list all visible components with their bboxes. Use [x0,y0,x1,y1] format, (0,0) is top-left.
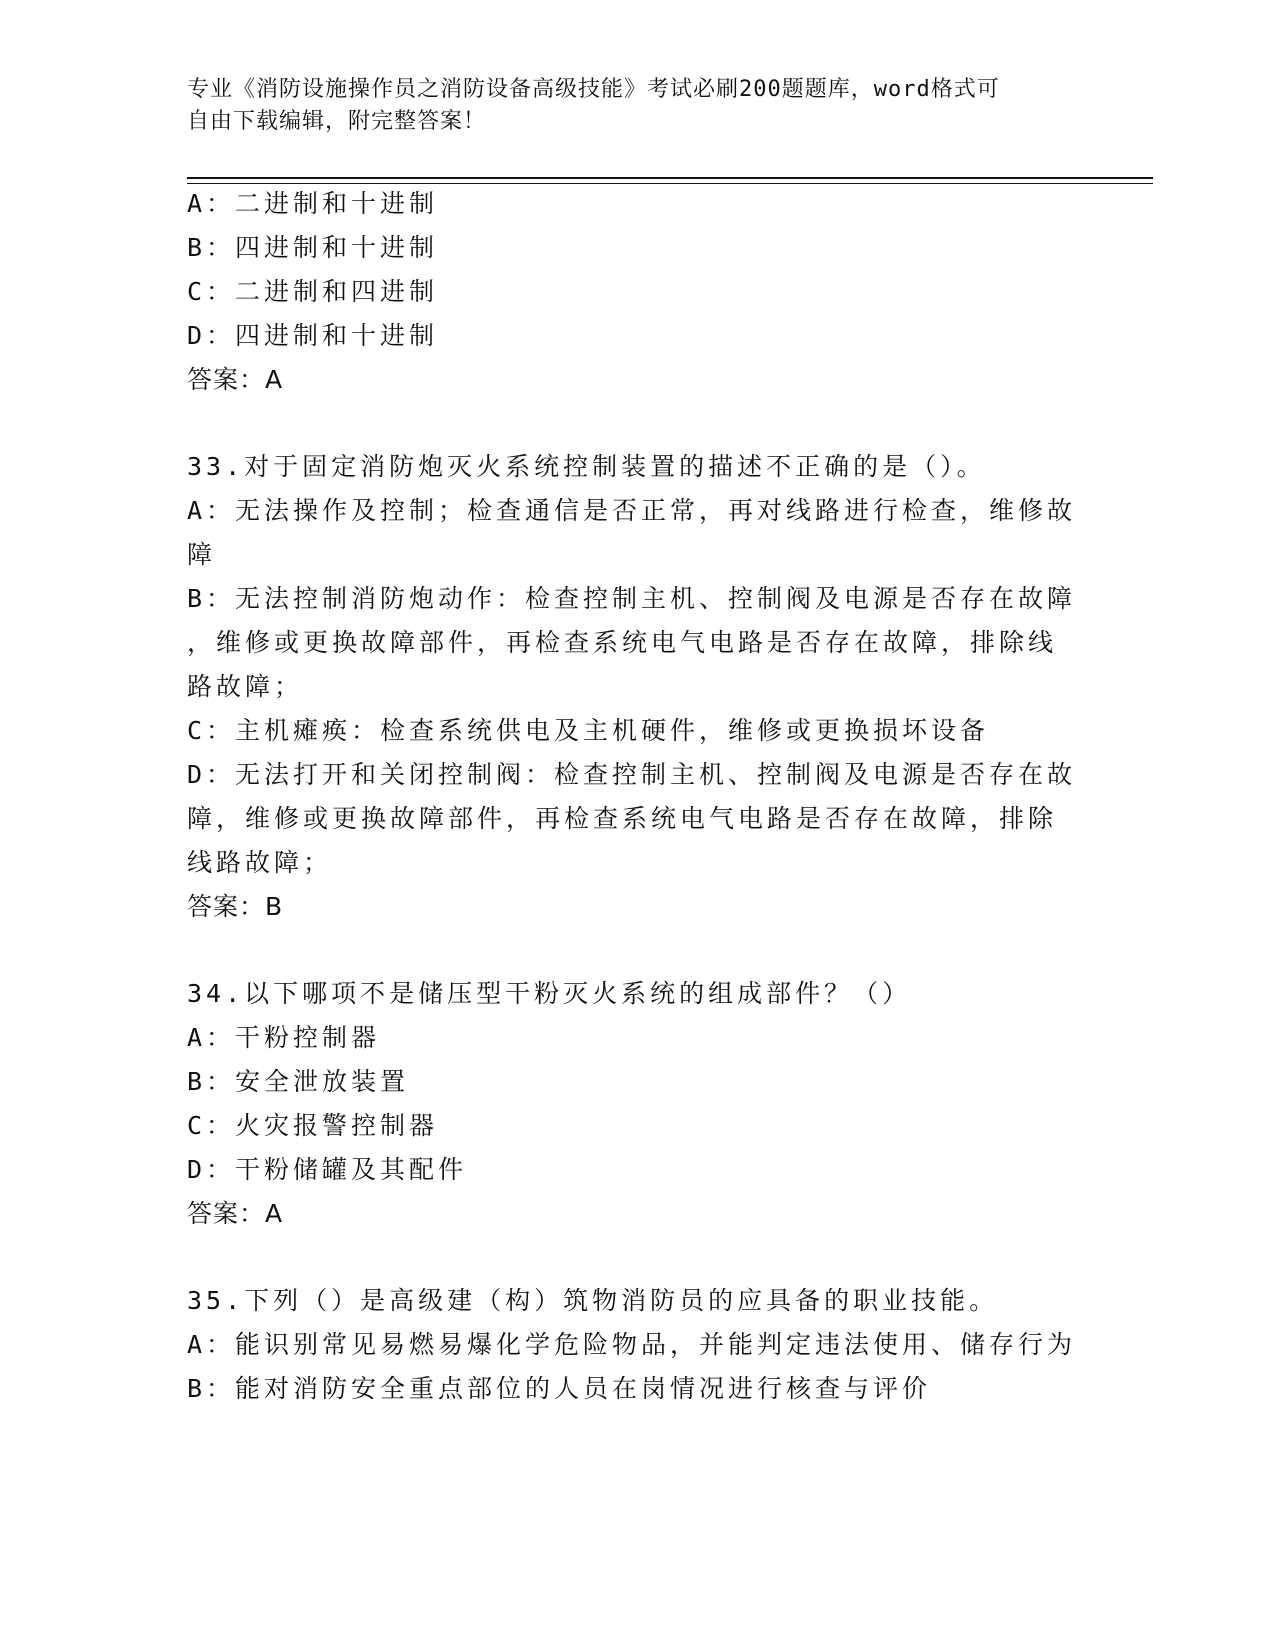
q33-option-c: C：主机瘫痪：检查系统供电及主机硬件，维修或更换损坏设备 [187,716,990,745]
q33-option-b-line3: 路故障； [187,672,304,701]
header-line-2: 自由下载编辑，附完整答案！ [187,109,487,134]
q33-question: 33.对于固定消防炮灭火系统控制装置的描述不正确的是（）。 [187,452,986,481]
header-rule-thick [187,177,1153,179]
q33-answer: 答案：B [187,892,284,921]
q33-option-d-line1: D：无法打开和关闭控制阀：检查控制主机、控制阀及电源是否存在故 [187,760,1077,789]
prev-option-a: A：二进制和十进制 [187,189,439,218]
q34-question: 34.以下哪项不是储压型干粉灭火系统的组成部件？（） [187,979,912,1008]
prev-option-d: D：四进制和十进制 [187,321,439,350]
q33-option-d-line2: 障，维修或更换故障部件，再检查系统电气电路是否存在故障，排除 [187,804,1058,833]
q33-option-b-line1: B：无法控制消防炮动作：检查控制主机、控制阀及电源是否存在故障 [187,584,1077,613]
q34-option-c: C：火灾报警控制器 [187,1111,439,1140]
q35-option-a: A：能识别常见易燃易爆化学危险物品，并能判定违法使用、储存行为 [187,1330,1077,1359]
q35-question: 35.下列（）是高级建（构）筑物消防员的应具备的职业技能。 [187,1286,999,1315]
header-rule-thin [187,183,1153,184]
prev-option-c: C：二进制和四进制 [187,277,439,306]
q34-option-d: D：干粉储罐及其配件 [187,1155,468,1184]
q34-answer: 答案：A [187,1199,284,1228]
q33-option-a-line2: 障 [187,540,217,569]
q35-option-b: B：能对消防安全重点部位的人员在岗情况进行核查与评价 [187,1374,932,1403]
q34-option-a: A：干粉控制器 [187,1023,381,1052]
header-line-1: 专业《消防设施操作员之消防设备高级技能》考试必刷200题题库，word格式可 [187,77,1000,102]
q33-option-a-line1: A：无法操作及控制；检查通信是否正常，再对线路进行检查，维修故 [187,496,1077,525]
q33-option-d-line3: 线路故障； [187,848,333,877]
q34-option-b: B：安全泄放装置 [187,1067,410,1096]
prev-answer: 答案：A [187,365,284,394]
document-header [187,74,1087,138]
prev-option-b: B：四进制和十进制 [187,233,439,262]
q33-option-b-line2: ，维修或更换故障部件，再检查系统电气电路是否存在故障，排除线 [187,628,1058,657]
